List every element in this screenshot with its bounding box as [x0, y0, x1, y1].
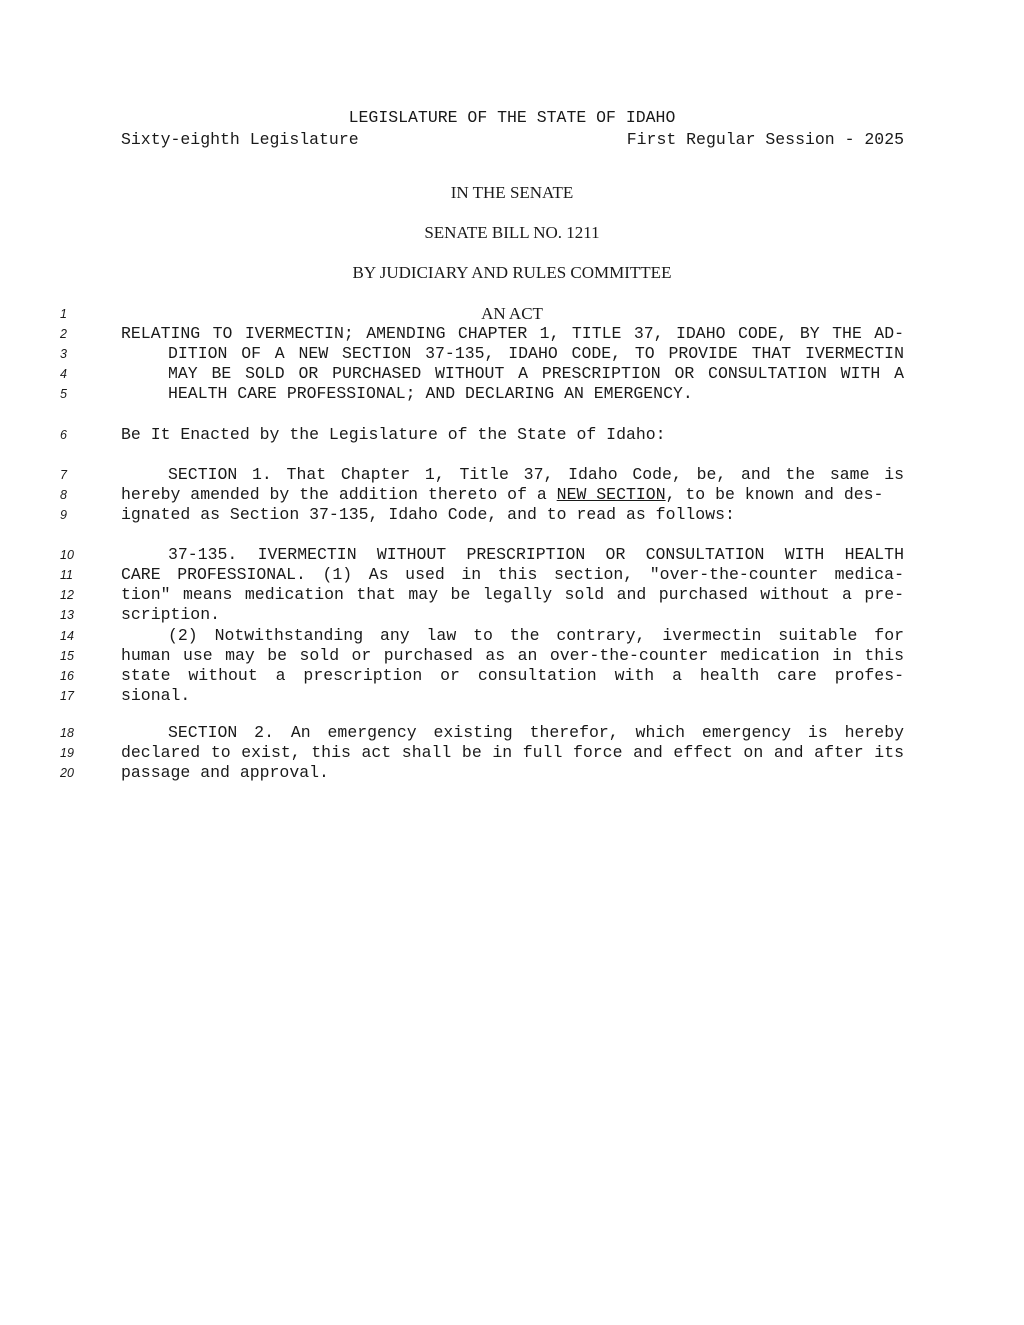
relating-clause-line: RELATING TO IVERMECTIN; AMENDING CHAPTER 1, TITLE 37, IDAHO CODE, BY THE AD- — [121, 324, 904, 343]
line-number: 6 — [60, 428, 67, 442]
relating-clause-line: MAY BE SOLD OR PURCHASED WITHOUT A PRESCRIPTION OR CONSULTATION WITH A — [168, 364, 904, 383]
bill-line — [0, 324, 1024, 344]
session-label: First Regular Session - 2025 — [626, 130, 904, 149]
bill-number: SENATE BILL NO. 1211 — [424, 223, 600, 242]
bill-line — [0, 686, 1024, 706]
line-number: 8 — [60, 488, 67, 502]
section-2-line: passage and approval. — [121, 763, 329, 782]
line-number: 1 — [60, 307, 67, 321]
sponsor-line: BY JUDICIARY AND RULES COMMITTEE — [352, 263, 672, 282]
bill-line — [0, 344, 1024, 364]
chamber-heading: IN THE SENATE — [450, 183, 574, 202]
line-number: 2 — [60, 327, 67, 341]
line-number: 14 — [60, 629, 74, 643]
line-number: 18 — [60, 726, 74, 740]
line-number: 11 — [60, 568, 73, 582]
line-number: 13 — [60, 608, 74, 622]
section-37-135-line: human use may be sold or purchased as an over-the-counter medication in this — [121, 646, 904, 665]
bill-line — [0, 384, 1024, 404]
bill-line — [0, 465, 1024, 485]
section-37-135-line: 37-135. IVERMECTIN WITHOUT PRESCRIPTION OR CONSULTATION WITH HEALTH — [168, 545, 904, 564]
bill-line — [0, 626, 1024, 646]
section-37-135-line: (2) Notwithstanding any law to the contrary, ivermectin suitable for — [168, 626, 904, 645]
line-number: 10 — [60, 548, 74, 562]
line-number: 3 — [60, 347, 67, 361]
act-title: AN ACT — [481, 304, 543, 323]
section-37-135-line: tion" means medication that may be legally sold and purchased without a pre- — [121, 585, 904, 604]
relating-clause-line: HEALTH CARE PROFESSIONAL; AND DECLARING AN EMERGENCY. — [168, 384, 693, 403]
section-2-line: declared to exist, this act shall be in full force and effect on and after its — [121, 743, 904, 762]
bill-line — [0, 565, 1024, 585]
section-1-line: ignated as Section 37-135, Idaho Code, and to read as follows: — [121, 505, 735, 524]
section-1-line — [121, 485, 904, 504]
section-37-135-line: sional. — [121, 686, 191, 705]
new-section-underlined: NEW SECTION — [556, 485, 666, 504]
line-number: 20 — [60, 766, 74, 780]
line-number: 4 — [60, 367, 67, 381]
bill-line — [0, 646, 1024, 666]
section-2-line: SECTION 2. An emergency existing therefor, which emergency is hereby — [168, 723, 904, 742]
bill-line — [0, 425, 1024, 445]
bill-line — [0, 485, 1024, 505]
bill-line — [0, 666, 1024, 686]
line-number: 16 — [60, 669, 74, 683]
bill-line — [0, 545, 1024, 565]
bill-line — [0, 723, 1024, 743]
line-number: 17 — [60, 689, 74, 703]
text-segment: , to be known and des- — [665, 485, 884, 504]
bill-line — [0, 364, 1024, 384]
bill-line — [0, 505, 1024, 525]
section-1-line: SECTION 1. That Chapter 1, Title 37, Idaho Code, be, and the same is — [168, 465, 904, 484]
legislature-number: Sixty-eighth Legislature — [121, 130, 359, 149]
enacting-clause: Be It Enacted by the Legislature of the State of Idaho: — [121, 425, 666, 444]
line-number: 5 — [60, 387, 67, 401]
section-37-135-line: scription. — [121, 605, 221, 624]
bill-line — [0, 304, 1024, 324]
bill-line — [0, 585, 1024, 605]
bill-line — [0, 763, 1024, 783]
relating-clause-line: DITION OF A NEW SECTION 37-135, IDAHO CODE, TO PROVIDE THAT IVERMECTIN — [168, 344, 904, 363]
bill-line — [0, 605, 1024, 625]
line-number: 9 — [60, 508, 67, 522]
line-number: 12 — [60, 588, 74, 602]
line-number: 7 — [60, 468, 67, 482]
legislature-title: LEGISLATURE OF THE STATE OF IDAHO — [348, 108, 676, 127]
section-37-135-line: state without a prescription or consultation with a health care profes- — [121, 666, 904, 685]
bill-line — [0, 743, 1024, 763]
line-number: 15 — [60, 649, 74, 663]
section-37-135-line: CARE PROFESSIONAL. (1) As used in this section, "over-the-counter medica- — [121, 565, 904, 584]
text-segment: hereby amended by the addition thereto of a — [121, 485, 557, 504]
line-number: 19 — [60, 746, 74, 760]
